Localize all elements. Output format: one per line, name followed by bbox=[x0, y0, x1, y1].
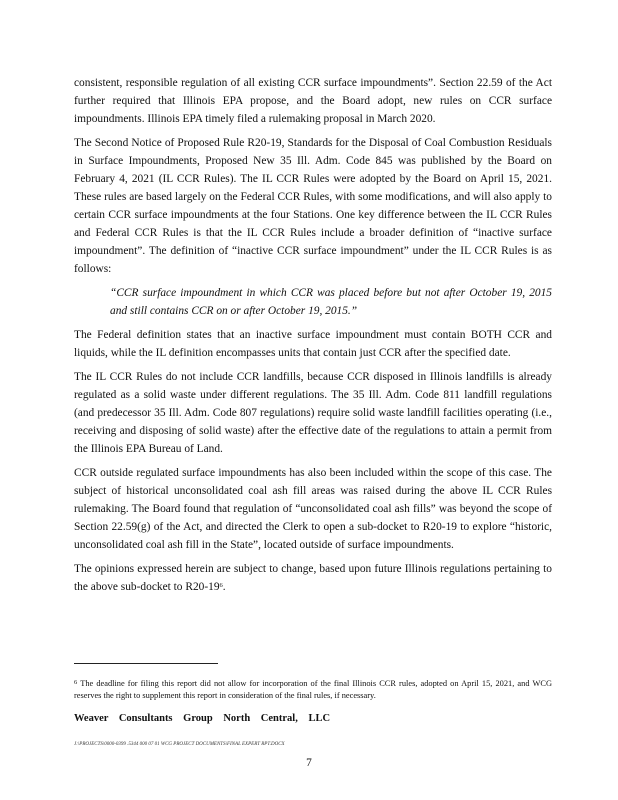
paragraph-section-22-59: consistent, responsible regulation of all existing CCR surface impoundments”. Section 22.59 of the Act further required that Illinois EPA propose, and the Board adopt, new rules on CCR surface impoundments. Illinois EPA timely filed a rulemaking proposal in March 2020. bbox=[74, 77, 552, 125]
paragraph-federal-definition: The Federal definition states that an inactive surface impoundment must contain BOTH CCR and liquids, while the IL definition encompasses units that contain just CCR after the specified date. bbox=[74, 329, 552, 359]
company-name: Weaver Consultants Group North Central, LLC bbox=[74, 713, 331, 724]
footnote bbox=[74, 678, 552, 702]
page-number: 7 bbox=[306, 757, 312, 769]
footnote-divider bbox=[74, 663, 218, 664]
document-body bbox=[74, 74, 552, 602]
opinions-text: The opinions expressed herein are subject to change, based upon future Illinois regulations pertaining to the above sub-docket to R20-19 bbox=[74, 563, 552, 593]
document-path: J:\PROJECTS\0000-0399 .5344 000 07 01 WCG PROJECT DOCUMENTS\FINAL EXPERT RPT.DOCX bbox=[74, 742, 285, 747]
paragraph-opinions bbox=[74, 560, 552, 596]
opinions-end-period: . bbox=[222, 581, 226, 593]
paragraph-second-notice: The Second Notice of Proposed Rule R20-19, Standards for the Disposal of Coal Combustion Residuals in Surface Impoundments, Proposed New 35 Ill. Adm. Code 845 was published by the Board on February 4, 2021 (IL CCR Rules). The IL CCR Rules were adopted by the Board on April 15, 2021. These rules are based largely on the Federal CCR Rules, with some modifications, and will also apply to certain CCR surface impoundments at the four Stations. One key difference between the IL CCR Rules and Federal CCR Rules is that the IL CCR Rules include a broader definition of “inactive surface impoundment”. The definition of “inactive CCR surface impoundment” under the IL CCR Rules is as follows: bbox=[74, 137, 552, 275]
paragraph-ccr-landfills: The IL CCR Rules do not include CCR landfills, because CCR disposed in Illinois landfills is already regulated as a solid waste under different regulations. The 35 Ill. Adm. Code 811 landfill regulations (and predecessor 35 Ill. Adm. Code 807 regulations) require solid waste landfill facilities operating (i.e., receiving and disposing of solid waste) after the effective date of the regulations to attain a permit from the Illinois EPA Bureau of Land. bbox=[74, 371, 552, 455]
footnote-text: The deadline for filing this report did not allow for incorporation of the final Illinois CCR rules, adopted on April 15, 2021, and WCG reserves the right to supplement this report in consideration of the final rules, if necessary. bbox=[74, 679, 552, 700]
footnote-marker: 6 bbox=[74, 679, 78, 686]
footnote-reference[interactable]: 6 bbox=[219, 582, 223, 589]
paragraph-ccr-outside-regulated: CCR outside regulated surface impoundments has also been included within the scope of this case. The subject of historical unconsolidated coal ash fill areas was raised during the above IL CCR Rules rulemaking. The Board found that regulation of “unconsolidated coal ash fills” was beyond the scope of Section 22.59(g) of the Act, and directed the Clerk to open a sub-docket to R20-19 to explore “historic, unconsolidated coal ash fill in the State”, located outside of surface impoundments. bbox=[74, 467, 552, 551]
definition-quote: “CCR surface impoundment in which CCR was placed before but not after October 19, 2015 and still contains CCR on or after October 19, 2015.” bbox=[110, 287, 552, 317]
